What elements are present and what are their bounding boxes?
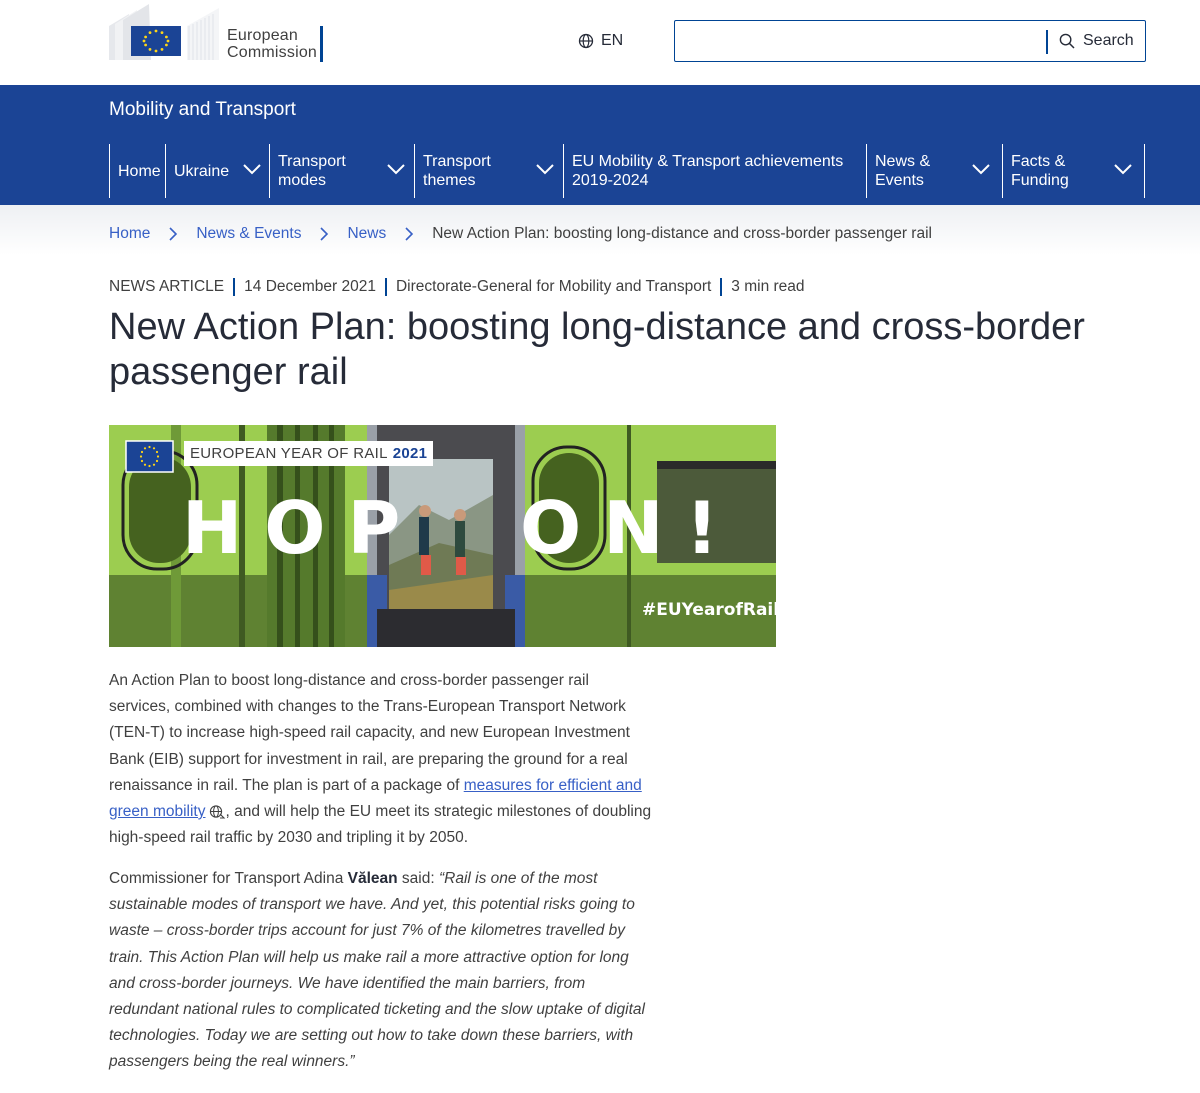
p1-text-after: , and will help the EU meet its strategic milestones of doubling high-speed rail traffic by 2030 and tripling it by 2050. — [109, 803, 652, 847]
article-paragraph-1 — [109, 668, 654, 851]
hero-hop-text: HOP — [182, 486, 423, 570]
nav-item-label: Facts & Funding — [1011, 153, 1069, 189]
chevron-down-icon — [242, 162, 262, 176]
breadcrumb — [109, 225, 932, 243]
chevron-right-icon — [168, 227, 178, 241]
measures-link[interactable]: measures for efficient and green mobility — [109, 776, 642, 821]
article-date: 14 December 2021 — [244, 278, 376, 295]
logo-text — [227, 27, 317, 61]
nav-item-home[interactable] — [109, 144, 165, 198]
commissioner-name: Vălean — [347, 870, 398, 887]
top-bar — [0, 0, 1200, 85]
chevron-right-icon — [319, 227, 329, 241]
globe-icon — [578, 33, 594, 49]
nav-item-label: Ukraine — [174, 162, 230, 180]
logo-line-1: European — [227, 27, 298, 44]
nav-item-ukraine[interactable] — [165, 144, 269, 198]
search-divider — [1046, 30, 1048, 54]
chevron-down-icon — [535, 162, 555, 176]
article-paragraph-2 — [109, 866, 654, 1076]
p1-text-before: An Action Plan to boost long-distance and cross-border passenger rail services, combined with changes to the Trans-European Transport Network (TEN-T) to increase high-speed rail capacity, and new European Investment Bank (EIB) support for investment in rail, are preparing the ground for a real renaissance in rail. The plan is part of a package of — [109, 672, 630, 794]
language-code: EN — [601, 32, 624, 49]
search-input[interactable] — [675, 21, 1047, 61]
breadcrumb-link-news-events[interactable]: News & Events — [196, 225, 302, 242]
meta-divider — [385, 278, 387, 296]
article-read-time: 3 min read — [731, 278, 805, 295]
badge-text: EUROPEAN YEAR OF RAIL — [190, 445, 388, 462]
nav-item-label: Transport themes — [423, 153, 491, 189]
nav-item-facts-funding[interactable] — [1002, 144, 1144, 198]
nav-item-label: Home — [118, 162, 161, 180]
chevron-down-icon — [1113, 162, 1133, 176]
search-form — [674, 20, 1146, 62]
nav-item-label: Transport modes — [278, 153, 346, 189]
search-icon — [1059, 33, 1075, 49]
chevron-right-icon — [404, 227, 414, 241]
p2-said: said: — [397, 870, 439, 887]
breadcrumb-link-news[interactable]: News — [347, 225, 387, 242]
article-meta — [109, 278, 805, 296]
logo-line-2: Commission — [227, 44, 318, 61]
nav-item-achievements[interactable] — [563, 144, 866, 198]
breadcrumb-current: New Action Plan: boosting long-distance and cross-border passenger rail — [432, 225, 932, 242]
language-selector[interactable] — [578, 31, 623, 51]
chevron-down-icon — [971, 162, 991, 176]
nav-item-transport-themes[interactable] — [414, 144, 563, 198]
external-link-globe-icon — [209, 804, 226, 819]
meta-divider — [233, 278, 235, 296]
search-button[interactable] — [1059, 21, 1134, 61]
badge-year: 2021 — [392, 445, 428, 462]
site-name[interactable]: Mobility and Transport — [109, 99, 296, 120]
commissioner-quote: “Rail is one of the most sustainable modes of transport we have. And yet, this potential risks going to waste – cross-border trips account for just 7% of the kilometres travelled by train. This Action Plan will help us make rail a more attractive option for long and cross-border journeys. We have identified the main barriers, from redundant national rules to complicated ticketing and the slow uptake of digital technologies. Today we are setting out how to take down these barriers, with passengers being the real winners.” — [109, 870, 645, 1071]
breadcrumb-link-home[interactable]: Home — [109, 225, 151, 242]
meta-divider — [720, 278, 722, 296]
chevron-down-icon — [386, 162, 406, 176]
logo-accent-bar — [320, 26, 323, 62]
nav-item-transport-modes[interactable] — [269, 144, 414, 198]
hero-hashtag: #EUYearofRail — [642, 600, 780, 620]
nav-item-news-events[interactable] — [866, 144, 1002, 198]
article-type: NEWS ARTICLE — [109, 278, 225, 295]
main-navigation — [109, 144, 1145, 198]
nav-item-label: News & Events — [875, 153, 931, 189]
year-of-rail-badge — [184, 441, 433, 466]
hero-on-text: ON! — [520, 486, 741, 570]
search-button-label: Search — [1083, 32, 1134, 49]
nav-item-label: EU Mobility & Transport achievements 2019-2024 — [572, 153, 844, 189]
page-title: New Action Plan: boosting long-distance and cross-border passenger rail — [109, 306, 1085, 393]
european-commission-logo[interactable] — [109, 4, 329, 60]
ec-logo-icon — [109, 4, 219, 60]
article-author: Directorate-General for Mobility and Transport — [395, 278, 712, 295]
p2-text-before: Commissioner for Transport Adina — [109, 870, 348, 887]
nav-divider — [1144, 144, 1145, 198]
